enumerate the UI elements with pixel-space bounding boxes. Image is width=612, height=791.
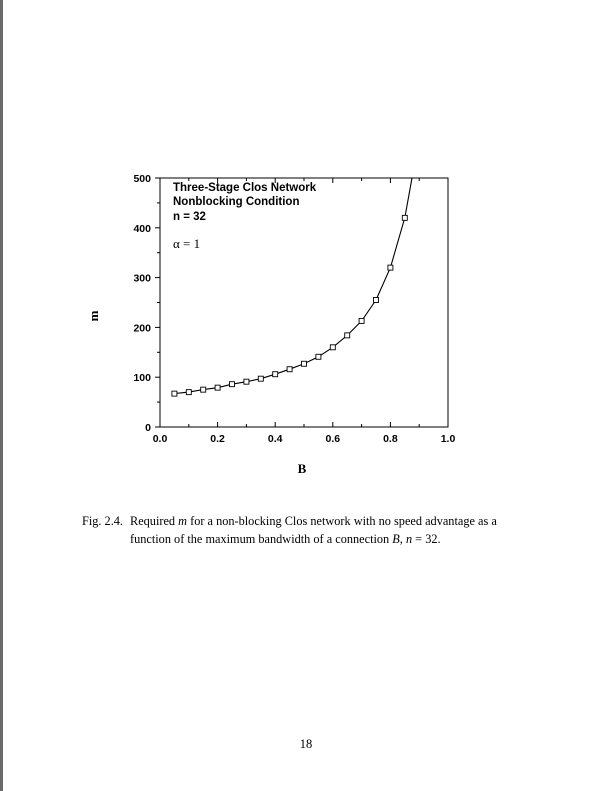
chart-title-line-3: n = 32 [173, 211, 206, 223]
caption-var-n: n [405, 532, 413, 546]
data-point [201, 387, 206, 392]
figure-label: Fig. 2.4. [82, 514, 123, 528]
data-point [388, 265, 393, 270]
x-tick-label: 0.0 [152, 433, 168, 445]
caption-var-m: m [178, 514, 188, 528]
x-tick-label: 0.4 [267, 433, 283, 445]
x-tick-label: 1.0 [440, 433, 456, 445]
data-point [359, 318, 364, 323]
y-tick-label: 200 [133, 322, 151, 335]
y-tick-label: 500 [133, 173, 151, 185]
data-point [244, 379, 249, 384]
x-tick-label: 0.2 [210, 433, 225, 445]
caption-text-4: = 32. [412, 532, 441, 546]
data-curve [174, 178, 412, 394]
figure-caption-text [130, 512, 522, 548]
data-point [302, 361, 307, 366]
data-point [273, 372, 278, 377]
data-point [374, 298, 379, 303]
data-point [402, 215, 407, 220]
data-point [215, 385, 220, 390]
figure-caption [82, 512, 522, 548]
y-tick-label: 100 [133, 372, 151, 385]
y-tick-label: 0 [145, 422, 151, 434]
data-point [186, 390, 191, 395]
data-point [316, 354, 321, 359]
y-axis-label: m [86, 310, 101, 322]
caption-text-1: Required [130, 514, 179, 528]
chart-title-line-2: Nonblocking Condition [173, 196, 300, 208]
x-tick-label: 0.6 [325, 433, 341, 445]
data-point [230, 382, 235, 387]
data-point [258, 376, 263, 381]
alpha-annotation: α = 1 [173, 236, 201, 251]
caption-text-2: for a non-blocking Clos network with no speed advantage as a function of the maximum bandwidth of a connection [130, 514, 497, 546]
data-point [330, 345, 335, 350]
caption-text-3: , [399, 532, 406, 546]
data-point [287, 367, 292, 372]
chart-title-line-1: Three-Stage Clos Network [173, 182, 317, 194]
x-tick-label: 0.8 [383, 433, 398, 445]
page-number: 18 [299, 737, 313, 751]
y-tick-label: 400 [133, 222, 151, 235]
y-tick-label: 300 [133, 272, 151, 285]
data-point [345, 333, 350, 338]
data-point [172, 391, 177, 396]
caption-var-B: B [392, 532, 400, 546]
x-axis-label: B [297, 461, 307, 476]
